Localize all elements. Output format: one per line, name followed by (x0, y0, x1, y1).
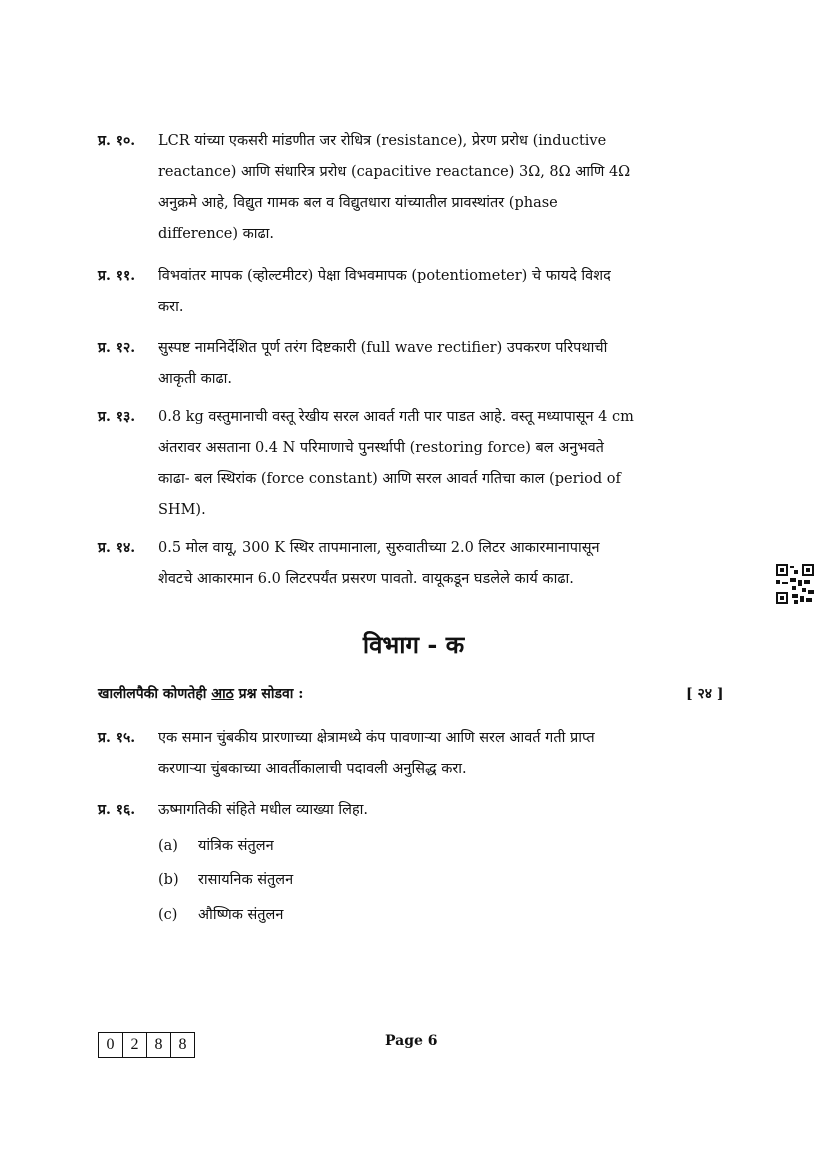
question-12 (98, 333, 638, 395)
sub-item-text: यांत्रिक संतुलन (198, 838, 274, 854)
page-number: Page 6 (385, 1033, 438, 1049)
instruction-prefix: खालीलपैकी कोणतेही (98, 686, 212, 702)
question-13 (98, 402, 638, 526)
question-11 (98, 261, 638, 323)
question-text: ऊष्मागतिकी संहिते मधील व्याख्या लिहा. (158, 802, 369, 818)
question-16 (98, 795, 638, 826)
question-text: 0.5 मोल वायू, 300 K स्थिर तापमानाला, सुरुवातीच्या 2.0 लिटर आकारमानापासून शेवटचे आकारमान 6.0 लिटरपर्यंत प्रसरण पावतो. वायूकडून घडलेले कार्य काढा. (158, 540, 600, 587)
section-marks: [ २४ ] (686, 686, 724, 702)
question-text: विभवांतर मापक (व्होल्टमीटर) पेक्षा विभवमापक (potentiometer) चे फायदे विशद करा. (158, 268, 611, 315)
sub-item-text: औष्णिक संतुलन (198, 907, 284, 923)
sub-item-c (158, 905, 283, 925)
qr-code-icon (776, 564, 814, 604)
question-text: LCR यांच्या एकसरी मांडणीत जर रोधित्र (resistance), प्रेरण प्ररोध (inductive reactance) आणि संधारित्र प्ररोध (capacitive reactance) 3Ω, 8Ω आणि 4Ω अनुक्रमे आहे, विद्युत गामक बल व विद्युतधारा यांच्यातील प्रावस्थांतर (phase difference) काढा. (158, 133, 631, 242)
question-number: प्र. १३. (98, 409, 136, 425)
sub-item-label: (a) (158, 838, 178, 854)
question-text: 0.8 kg वस्तुमानाची वस्तू रेखीय सरल आवर्त गती पार पाडत आहे. वस्तू मध्यापासून 4 cm अंतरावर असताना 0.4 N परिमाणाचे पुनर्स्थापी (restoring force) बल अनुभवते काढा- बल स्थिरांक (force constant) आणि सरल आवर्त गतिचा काल (period of SHM). (158, 409, 634, 518)
question-14 (98, 533, 638, 595)
question-number: प्र. १२. (98, 340, 136, 356)
code-digit: 8 (170, 1032, 195, 1058)
section-title: विभाग - क (362, 630, 465, 659)
paper-code (98, 1032, 195, 1058)
sub-item-a (158, 836, 274, 856)
code-digit: 8 (146, 1032, 171, 1058)
question-10 (98, 126, 638, 250)
question-text: सुस्पष्ट नामनिर्देशित पूर्ण तरंग दिष्टकारी (full wave rectifier) उपकरण परिपथाची आकृती काढा. (158, 340, 608, 387)
sub-item-b (158, 870, 293, 890)
sub-item-label: (b) (158, 872, 179, 888)
sub-item-label: (c) (158, 907, 178, 923)
question-number: प्र. ११. (98, 268, 136, 284)
question-15 (98, 723, 638, 785)
instruction-suffix: प्रश्न सोडवा : (233, 686, 304, 702)
instruction-count: आठ (211, 686, 234, 702)
sub-item-text: रासायनिक संतुलन (198, 872, 294, 888)
question-number: प्र. १५. (98, 730, 136, 746)
code-digit: 0 (98, 1032, 123, 1058)
code-digit: 2 (122, 1032, 147, 1058)
section-instruction (98, 684, 303, 703)
question-text: एक समान चुंबकीय प्रारणाच्या क्षेत्रामध्ये कंप पावणाऱ्या आणि सरल आवर्त गती प्राप्त करणाऱ्या चुंबकाच्या आवर्तीकालाची पदावली अनुसिद्ध करा. (158, 730, 595, 777)
question-number: प्र. १६. (98, 802, 136, 818)
question-number: प्र. १०. (98, 133, 136, 149)
question-number: प्र. १४. (98, 540, 136, 556)
